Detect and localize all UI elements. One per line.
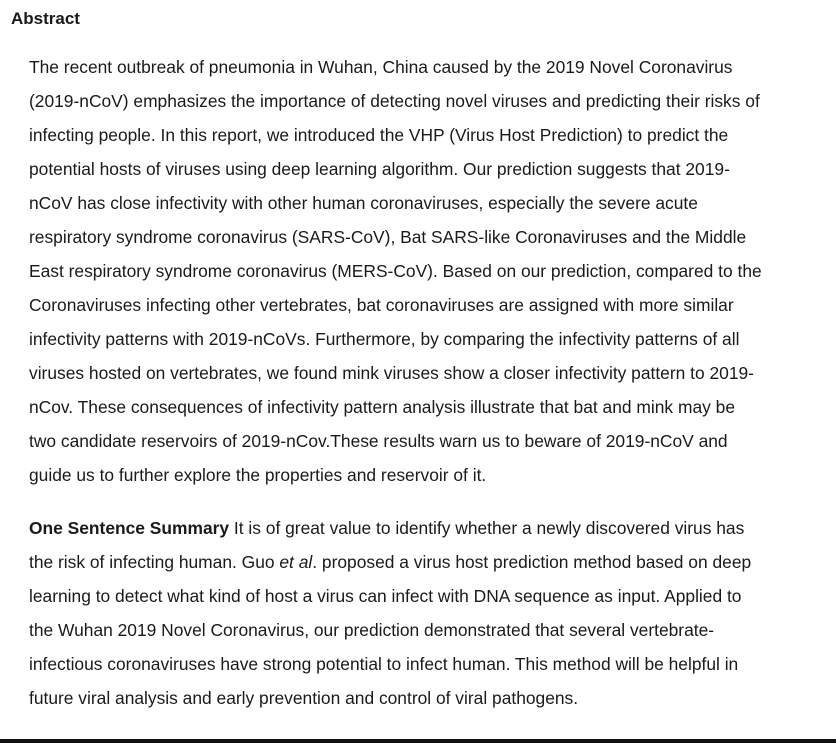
summary-text: the risk of infecting human. Guo (29, 552, 280, 572)
abstract-line: infectivity patterns with 2019-nCoVs. Furthermore, by comparing the infectivity patterns of all (29, 329, 740, 349)
abstract-line: (2019-nCoV) emphasizes the importance of detecting novel viruses and predicting their risks of (29, 91, 760, 111)
abstract-body (29, 50, 831, 492)
abstract-line: respiratory syndrome coronavirus (SARS-CoV), Bat SARS-like Coronaviruses and the Middle (29, 227, 747, 247)
summary-line: learning to detect what kind of host a virus can infect with DNA sequence as input. Applied to (29, 586, 742, 606)
abstract-line: guide us to further explore the properties and reservoir of it. (29, 465, 487, 485)
one-sentence-summary (29, 511, 831, 715)
summary-line: future viral analysis and early prevention and control of viral pathogens. (29, 688, 579, 708)
abstract-heading: Abstract (11, 9, 80, 28)
summary-text: . proposed a virus host prediction method based on deep (312, 552, 752, 572)
abstract-line: infecting people. In this report, we introduced the VHP (Virus Host Prediction) to predict the (29, 125, 729, 145)
abstract-line: nCoV has close infectivity with other human coronaviruses, especially the severe acute (29, 193, 698, 213)
summary-line: the Wuhan 2019 Novel Coronavirus, our prediction demonstrated that several vertebrate- (29, 620, 715, 640)
et-al-italic: et al (279, 552, 313, 572)
abstract-line: East respiratory syndrome coronavirus (MERS-CoV). Based on our prediction, compared to the (29, 261, 762, 281)
abstract-line: nCov. These consequences of infectivity pattern analysis illustrate that bat and mink may be (29, 397, 735, 417)
summary-label: One Sentence Summary (29, 518, 230, 538)
summary-text: It is of great value to identify whether a newly discovered virus has (229, 518, 745, 538)
abstract-line: viruses hosted on vertebrates, we found mink viruses show a closer infectivity pattern to 2019- (29, 363, 754, 383)
summary-line (29, 545, 831, 579)
abstract-line: potential hosts of viruses using deep learning algorithm. Our prediction suggests that 2019- (29, 159, 730, 179)
summary-line (29, 511, 831, 545)
summary-line: infectious coronaviruses have strong potential to infect human. This method will be helpful in (29, 654, 739, 674)
bottom-divider (0, 739, 836, 743)
abstract-line: two candidate reservoirs of 2019-nCov.These results warn us to beware of 2019-nCoV and (29, 431, 728, 451)
abstract-line: The recent outbreak of pneumonia in Wuhan, China caused by the 2019 Novel Coronavirus (29, 57, 733, 77)
abstract-line: Coronaviruses infecting other vertebrates, bat coronaviruses are assigned with more similar (29, 295, 734, 315)
